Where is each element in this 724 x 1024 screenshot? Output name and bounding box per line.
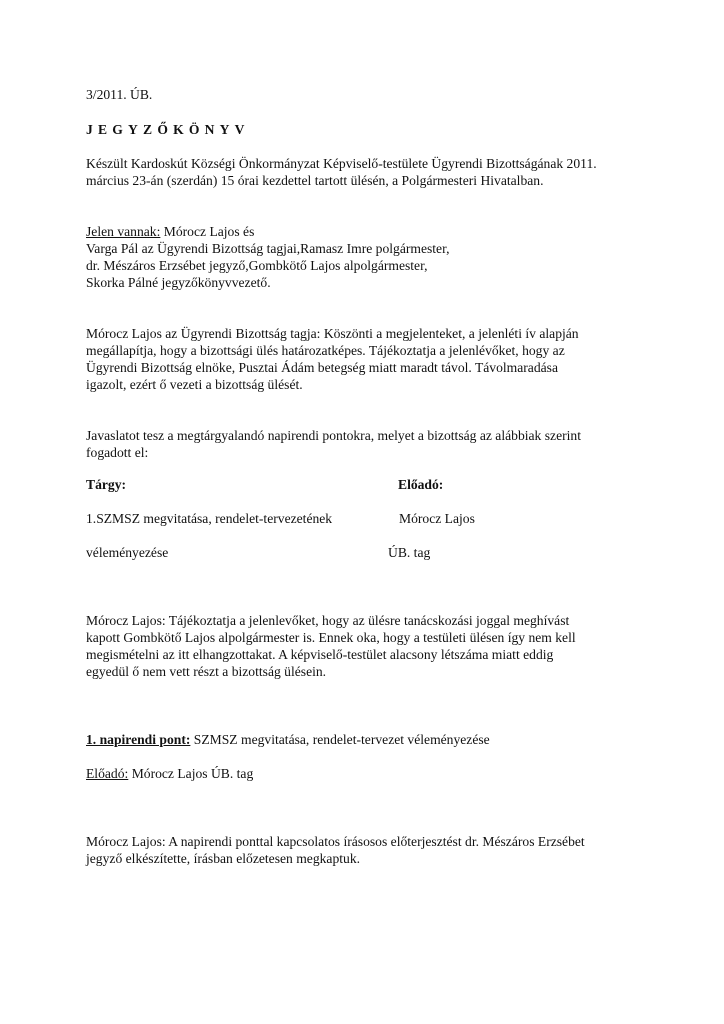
attendees-line: Skorka Pálné jegyzőkönyvvezető. xyxy=(86,275,271,290)
attendees-first-line: Jelen vannak: Mórocz Lajos és xyxy=(86,224,255,239)
info-line: kapott Gombkötő Lajos alpolgármester is. Ennek oka, hogy a testületi ülésen így nem kell xyxy=(86,630,576,645)
agenda-proposal-line: Javaslatot tesz a megtárgyalandó napirendi pontokra, melyet a bizottság az alábbiak szerint xyxy=(86,428,581,443)
agenda-table-header xyxy=(86,476,666,493)
opening-line: Ügyrendi Bizottság elnöke, Pusztai Ádám betegség miatt maradt távol. Távolmaradása xyxy=(86,360,558,375)
presenter-header: Előadó: xyxy=(398,477,444,492)
agenda-row-continued xyxy=(86,544,666,561)
agenda-presenter: Mórocz Lajos xyxy=(399,511,475,526)
info-line: Mórocz Lajos: Tájékoztatja a jelenlevőket, hogy az ülésre tanácskozási joggal meghívást xyxy=(86,613,570,628)
opening-line: igazolt, ezért ő vezeti a bizottság ülését. xyxy=(86,377,303,392)
intro-paragraph xyxy=(86,155,666,189)
subject-header: Tárgy: xyxy=(86,477,127,492)
intro-line: március 23-án (szerdán) 15 órai kezdettel tartott ülésén, a Polgármesteri Hivatalban. xyxy=(86,173,544,188)
document-title: JEGYZŐKÖNYV xyxy=(86,122,250,137)
attendees-label: Jelen vannak: xyxy=(86,224,161,239)
proposal-paragraph xyxy=(86,833,666,867)
attendees-paragraph xyxy=(86,223,666,291)
info-line: egyedül ő nem vett részt a bizottság ülésein. xyxy=(86,664,327,679)
agenda-proposal-line: fogadott el: xyxy=(86,445,149,460)
agenda-item-title: SZMSZ megvitatása, rendelet-tervezet véleményezése xyxy=(190,732,490,747)
agenda-presenter: ÚB. tag xyxy=(388,545,431,560)
agenda-subject: 1.SZMSZ megvitatása, rendelet-tervezetének xyxy=(86,511,333,526)
intro-line: Készült Kardoskút Községi Önkormányzat Képviselő-testülete Ügyrendi Bizottságának 2011. xyxy=(86,156,597,171)
agenda-subject: véleményezése xyxy=(86,545,169,560)
agenda-item-heading xyxy=(86,731,666,748)
agenda-proposal-paragraph xyxy=(86,427,666,461)
info-paragraph xyxy=(86,612,666,680)
attendees-line: Varga Pál az Ügyrendi Bizottság tagjai,Ramasz Imre polgármester, xyxy=(86,241,450,256)
presenter-name: Mórocz Lajos ÚB. tag xyxy=(128,766,254,781)
opening-line: Mórocz Lajos az Ügyrendi Bizottság tagja: Köszönti a megjelenteket, a jelenléti ív alapján xyxy=(86,326,579,341)
document-number: 3/2011. ÚB. xyxy=(86,87,153,102)
opening-line: megállapítja, hogy a bizottsági ülés határozatképes. Tájékoztatja a jelenlévőket, hogy az xyxy=(86,343,565,358)
attendees-line: dr. Mészáros Erzsébet jegyző,Gombkötő Lajos alpolgármester, xyxy=(86,258,428,273)
proposal-line: Mórocz Lajos: A napirendi ponttal kapcsolatos írásosos előterjesztést dr. Mészáros Erzsébet xyxy=(86,834,585,849)
agenda-item-label: 1. napirendi pont: xyxy=(86,732,191,747)
agenda-row xyxy=(86,510,666,527)
proposal-line: jegyző elkészítette, írásban előzetesen megkaptuk. xyxy=(86,851,361,866)
opening-paragraph xyxy=(86,325,666,393)
info-line: megismételni az itt elhangzottakat. A képviselő-testület alacsony létszáma miatt eddig xyxy=(86,647,554,662)
presenter-label: Előadó: xyxy=(86,766,129,781)
agenda-item-presenter xyxy=(86,765,666,782)
